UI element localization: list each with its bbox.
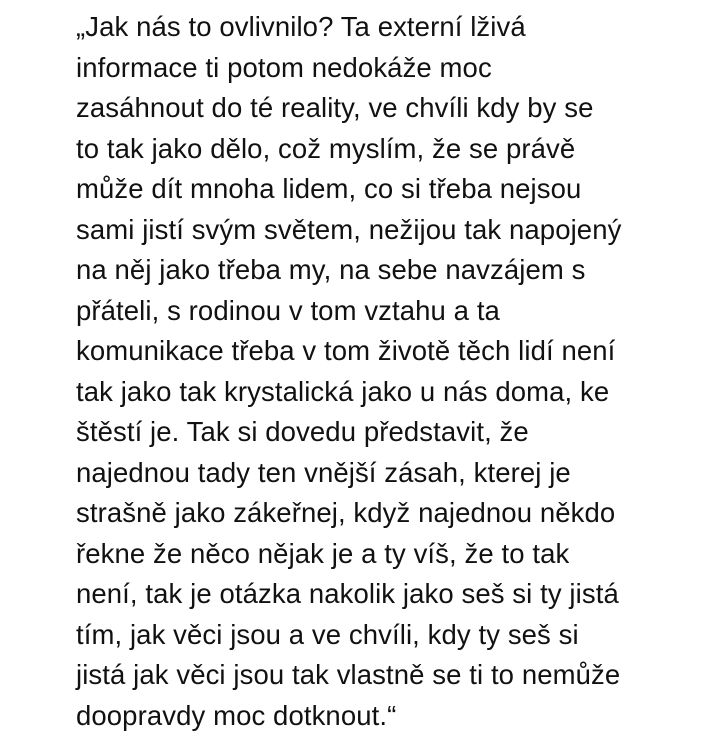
quote-line-14: řekne že něco nějak je a ty víš, že to tak bbox=[76, 537, 570, 569]
quote-line-8: přáteli, s rodinou v tom vztahu a ta bbox=[76, 294, 500, 326]
quote-line-1: „Jak nás to ovlivnilo? Ta externí lživá bbox=[76, 11, 526, 42]
quote-text bbox=[76, 7, 701, 736]
quote-line-15: není, tak je otázka nakolik jako seš si ty jistá bbox=[76, 578, 619, 609]
quote-line-7: na něj jako třeba my, na sebe navzájem s bbox=[76, 254, 586, 285]
quote-line-3: zasáhnout do té reality, ve chvíli kdy by se bbox=[76, 92, 594, 123]
quote-line-5: může dít mnoha lidem, co si třeba nejsou bbox=[76, 173, 582, 204]
quote-line-16: tím, jak věci jsou a ve chvíli, kdy ty seš si bbox=[76, 618, 579, 650]
quote-line-17: jistá jak věci jsou tak vlastně se ti to nemůže bbox=[76, 659, 621, 690]
quote-line-10: tak jako tak krystalická jako u nás doma, ke bbox=[76, 375, 610, 407]
quote-line-11: štěstí je. Tak si dovedu představit, že bbox=[76, 416, 529, 447]
quote-line-6: sami jistí svým světem, nežijou tak napojený bbox=[76, 213, 622, 245]
quote-line-9: komunikace třeba v tom životě těch lidí není bbox=[76, 335, 616, 366]
quote-line-18: doopravdy moc dotknout.“ bbox=[76, 699, 397, 731]
quote-line-2: informace ti potom nedokáže moc bbox=[76, 51, 492, 83]
quote-line-4: to tak jako dělo, což myslím, že se právě bbox=[76, 132, 576, 164]
quote-line-13: strašně jako zákeřnej, když najednou někdo bbox=[76, 497, 616, 528]
quote-line-12: najednou tady ten vnější zásah, kterej je bbox=[76, 456, 571, 488]
